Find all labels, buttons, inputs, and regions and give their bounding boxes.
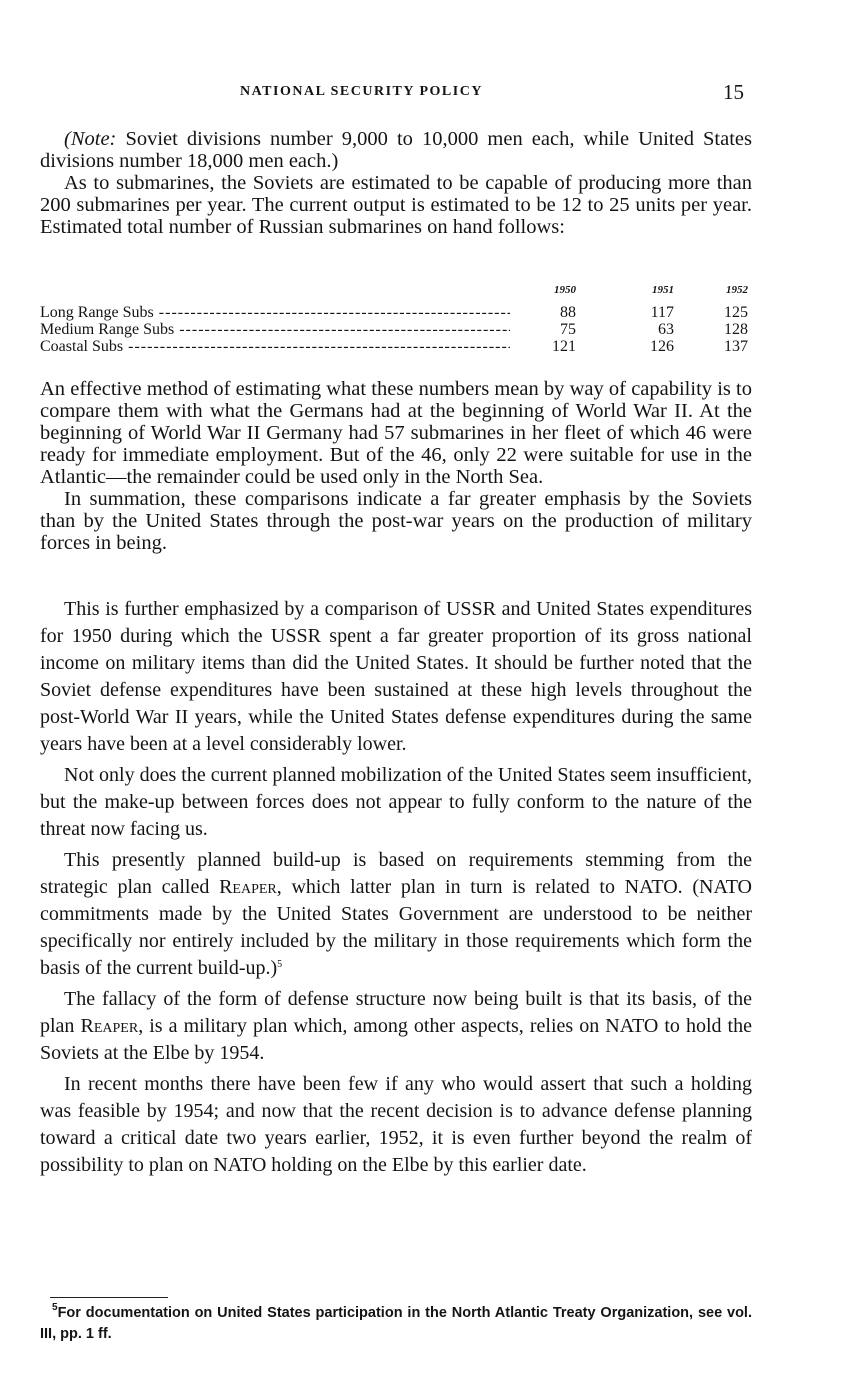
table-cell: 88 (560, 304, 576, 321)
table-cell: 128 (724, 321, 748, 338)
note-paragraph (40, 128, 752, 172)
table-row (40, 321, 752, 339)
row-label: Long Range Subs ----- (40, 304, 510, 322)
footnote-divider (50, 1297, 168, 1298)
comparison-text (40, 378, 752, 554)
recent-months-paragraph: In recent months there have been few if any who would assert that such a holding was feasible by 1954; and now that the recent decision is to advance defense planning toward a critical date two years earlier, 1952, it is even further beyond the realm of possibility to plan on NATO holding on the Elbe by this earlier date. (40, 1073, 752, 1176)
table-cell: 137 (724, 338, 748, 355)
table-cell: 121 (552, 338, 576, 355)
note-text: Soviet divisions number 9,000 to 10,000 men each, while United States divisions number 18,000 men each.) (40, 128, 752, 172)
footnote (40, 1303, 752, 1345)
table-row (40, 304, 752, 322)
table-cell: 117 (650, 304, 674, 321)
summation-paragraph: In summation, these comparisons indicate a far greater emphasis by the Soviets than by the United States through the post-war years on the production of military forces in being. (40, 488, 752, 554)
table-cell: 75 (560, 321, 576, 338)
main-text (40, 596, 752, 1179)
mobilization-paragraph: Not only does the current planned mobilization of the United States seem insufficient, but the make-up between forces does not appear to fully conform to the nature of the threat now facing us. (40, 764, 752, 840)
table-row (40, 338, 752, 356)
running-title: NATIONAL SECURITY POLICY (240, 84, 483, 99)
table-header-row (40, 284, 752, 298)
reaper-paragraph: This presently planned build-up is based on requirements stemming from the strategic plan called Reaper, which latter plan in turn is related to NATO. (NATO commitments made by the United States Government are understood to be neither specifically nor entirely included by the military in those requirements which form the basis of the current build-up.)$^5$ (40, 849, 752, 979)
upper-text (40, 128, 752, 238)
footnote-text: $^5$For documentation on United States participation in the North Atlantic Treaty Organization, see vol. III, pp. 1 ff. (40, 1302, 752, 1342)
running-header (40, 80, 752, 104)
row-label: Medium Range Subs ----- (40, 321, 510, 339)
expenditures-paragraph: This is further emphasized by a comparison of USSR and United States expenditures for 1950 during which the USSR spent a far greater proportion of its gross national income on military items than did the United States. It should be further noted that the Soviet defense expenditures have been sustained at these high levels throughout the post-World War II years, while the United States defense expenditures during the same years have been at a level considerably lower. (40, 598, 752, 755)
german-comparison-paragraph: An effective method of estimating what these numbers mean by way of capability is to compare them with what the Germans had at the beginning of World War II. At the beginning of World War II Germany had 57 submarines in her fleet of which 46 were ready for immediate employment. But of the 46, only 22 were suitable for use in the Atlantic—the remainder could be used only in the North Sea. (40, 378, 752, 488)
submarines-intro-paragraph: As to submarines, the Soviets are estimated to be capable of producing more than 200 submarines per year. The current output is estimated to be 12 to 25 units per year. Estimated total number of Russian submarines on hand follows: (40, 172, 752, 238)
table-cell: 63 (658, 321, 674, 338)
year-header: 1950 (554, 284, 576, 296)
table-cell: 126 (650, 338, 674, 355)
footnote-marker: 5 (52, 1302, 58, 1313)
reaper-plan-name: Reaper (80, 1015, 139, 1037)
footnote-reference[interactable]: 5 (277, 959, 283, 970)
fallacy-paragraph: The fallacy of the form of defense structure now being built is that its basis, of the plan Reaper, is a military plan which, among other aspects, relies on NATO to hold the Soviets at the Elbe by 1954. (40, 988, 752, 1064)
table-cell: 125 (724, 304, 748, 321)
row-label: Coastal Subs ----- (40, 338, 510, 356)
note-label: (Note: (64, 128, 117, 150)
reaper-plan-name: Reaper (219, 876, 277, 898)
year-header: 1951 (652, 284, 674, 296)
year-header: 1952 (726, 284, 748, 296)
page-number: 15 (723, 80, 744, 104)
